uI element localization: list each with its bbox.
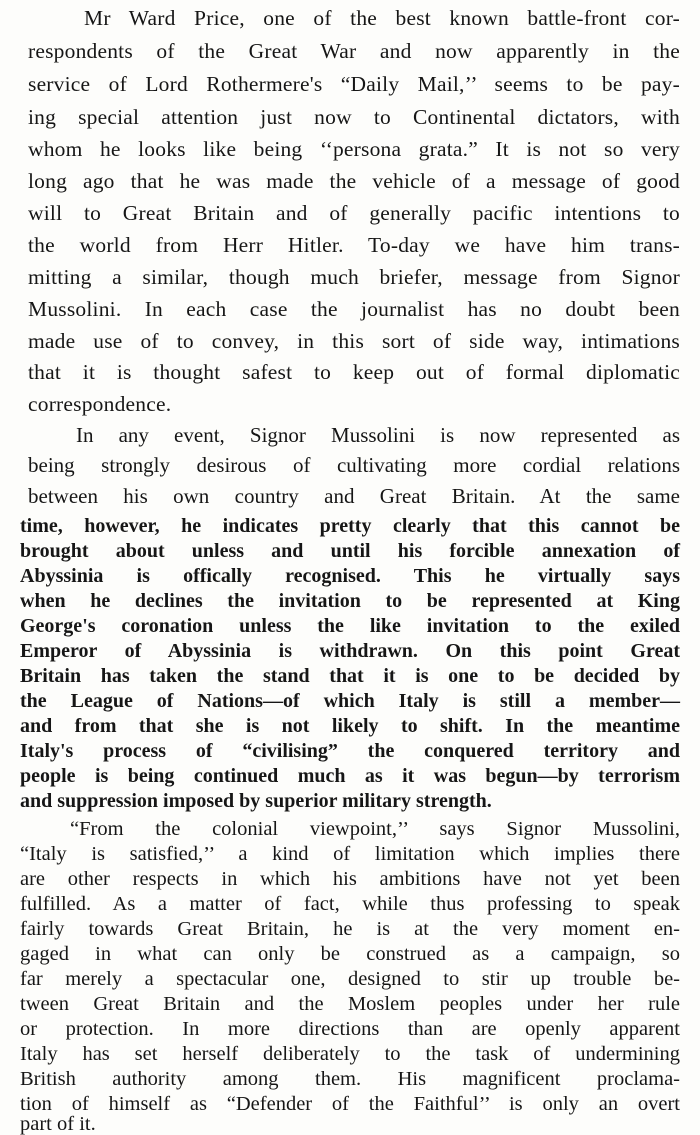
- text-line: Italy has set herself deliberately to the task of undermining: [20, 1043, 680, 1065]
- text-line: Mr Ward Price, one of the best known battle-front cor-: [84, 6, 680, 30]
- text-line: that it is thought safest to keep out of formal diplomatic: [28, 360, 680, 384]
- text-line: mitting a similar, though much briefer, message from Signor: [28, 265, 680, 289]
- text-line: far merely a spectacular one, designed to stir up trouble be-: [20, 968, 680, 990]
- text-line: or protection. In more directions than are openly apparent: [20, 1018, 680, 1040]
- text-line: the world from Herr Hitler. To-day we have him trans-: [28, 233, 680, 257]
- text-line: Abyssinia is offically recognised. This he virtually says: [20, 565, 680, 587]
- text-line: being strongly desirous of cultivating more cordial relations: [28, 453, 680, 477]
- text-line: people is being continued much as it was begun—by terrorism: [20, 765, 680, 787]
- text-line: “Italy is satisfied,’’ a kind of limitation which implies there: [20, 843, 680, 865]
- text-line: brought about unless and until his forcible annexation of: [20, 540, 680, 562]
- text-line: tion of himself as “Defender of the Faithful’’ is only an overt: [20, 1093, 680, 1115]
- text-line: the League of Nations—of which Italy is still a member—: [20, 690, 680, 712]
- text-line: and from that she is not likely to shift. In the meantime: [20, 715, 680, 737]
- text-line: British authority among them. His magnificent proclama-: [20, 1068, 680, 1090]
- text-line: long ago that he was made the vehicle of a message of good: [28, 169, 680, 193]
- text-line: gaged in what can only be construed as a campaign, so: [20, 943, 680, 965]
- text-line: when he declines the invitation to be represented at King: [20, 590, 680, 612]
- text-line: Emperor of Abyssinia is withdrawn. On this point Great: [20, 640, 680, 662]
- text-line: George's coronation unless the like invitation to the exiled: [20, 615, 680, 637]
- text-line: time, however, he indicates pretty clearly that this cannot be: [20, 515, 680, 537]
- text-line: Britain has taken the stand that it is one to be decided by: [20, 665, 680, 687]
- text-line: correspondence.: [28, 392, 172, 416]
- text-line: In any event, Signor Mussolini is now represented as: [76, 423, 680, 447]
- text-line: tween Great Britain and the Moslem peoples under her rule: [20, 993, 680, 1015]
- text-line: are other respects in which his ambitions have not yet been: [20, 868, 680, 890]
- text-line: Mussolini. In each case the journalist has no doubt been: [28, 297, 680, 321]
- text-line: fulfilled. As a matter of fact, while thus professing to speak: [20, 893, 680, 915]
- text-line: fairly towards Great Britain, he is at the very moment en-: [20, 918, 680, 940]
- text-line: and suppression imposed by superior military strength.: [20, 790, 492, 812]
- text-line: ing special attention just now to Continental dictators, with: [28, 105, 680, 129]
- text-line: Italy's process of “civilising” the conquered territory and: [20, 740, 680, 762]
- text-line: respondents of the Great War and now apparently in the: [28, 39, 680, 63]
- text-line: made use of to convey, in this sort of side way, intimations: [28, 329, 680, 353]
- text-line: whom he looks like being ‘‘persona grata.” It is not so very: [28, 137, 680, 161]
- text-line: between his own country and Great Britain. At the same: [28, 484, 680, 508]
- text-line: service of Lord Rothermere's “Daily Mail,’’ seems to be pay-: [28, 72, 680, 96]
- text-line: part of it.: [20, 1113, 96, 1135]
- text-line: “From the colonial viewpoint,’’ says Signor Mussolini,: [70, 818, 680, 840]
- text-line: will to Great Britain and of generally pacific intentions to: [28, 201, 680, 225]
